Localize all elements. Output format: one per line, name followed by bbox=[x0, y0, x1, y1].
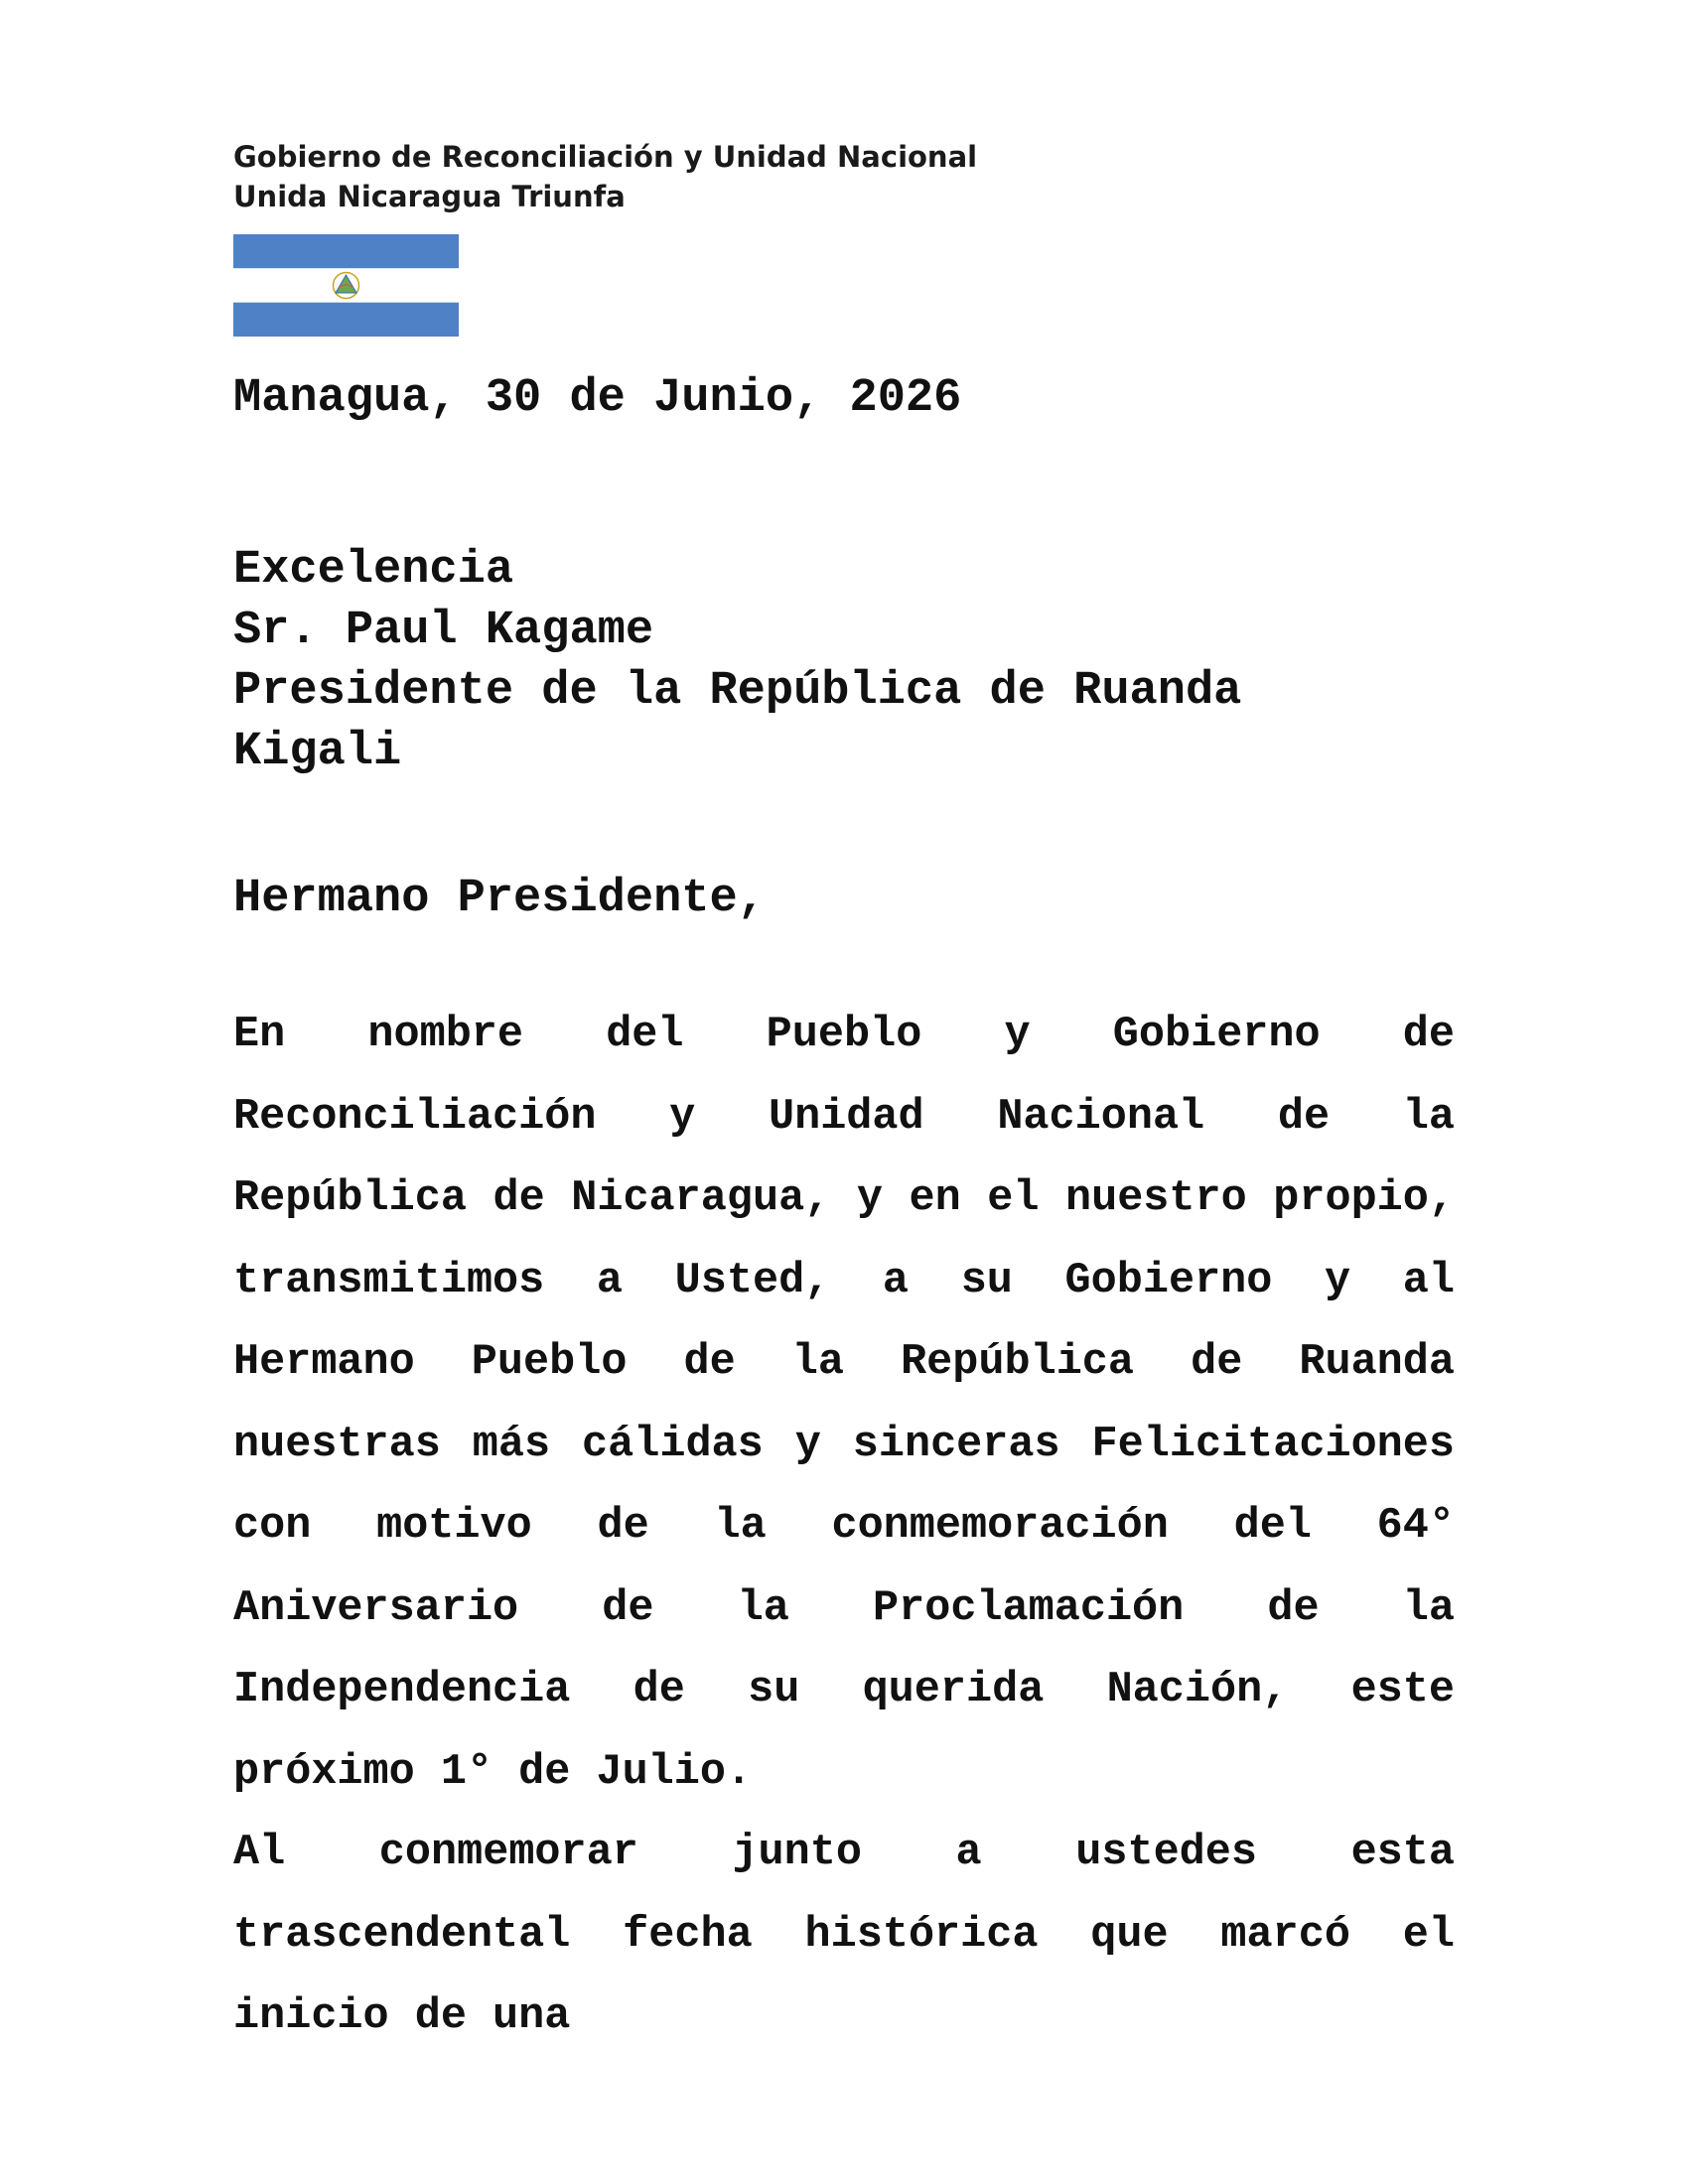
recipient-line: Sr. Paul Kagame bbox=[233, 605, 654, 657]
salutation: Hermano Presidente, bbox=[233, 873, 766, 925]
recipient-line: Presidente de la República de Ruanda bbox=[233, 665, 1242, 718]
recipient-line: Excelencia bbox=[233, 544, 514, 597]
letter-date: Managua, 30 de Junio, 2026 bbox=[233, 372, 962, 425]
recipient-line: Kigali bbox=[233, 726, 402, 778]
letterhead bbox=[233, 137, 977, 216]
nicaragua-flag-icon bbox=[233, 234, 459, 337]
body-paragraph: En nombre del Pueblo y Gobierno de Reconciliación y Unidad Nacional de la República de Nicaragua, y en el nuestro propio, transmitimos a Usted, a su Gobierno y al Hermano Pueblo de la República de Ruanda nuestras más cálidas y sinceras Felicitaciones con motivo de la conmemoración del 64° Aniversario de la Proclamación de la Independencia de su querida Nación, este próximo 1° de Julio. bbox=[233, 1011, 1455, 1797]
letterhead-slogan: Unida Nicaragua Triunfa bbox=[233, 180, 626, 213]
letterhead-government-name: Gobierno de Reconciliación y Unidad Nacional bbox=[233, 140, 978, 174]
body-paragraph: Al conmemorar junto a ustedes esta trascendental fecha histórica que marcó el inicio de una bbox=[233, 1829, 1455, 2041]
recipient-block bbox=[233, 540, 1241, 782]
